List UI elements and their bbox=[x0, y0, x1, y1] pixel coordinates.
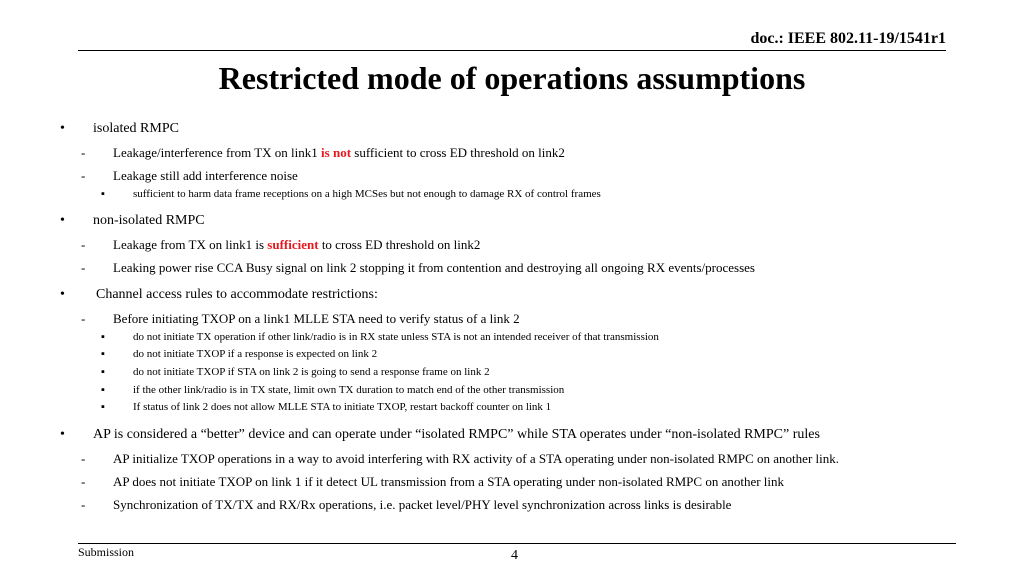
square-marker: ▪ bbox=[101, 401, 105, 413]
channel-access-item-1: Before initiating TXOP on a link1 MLLE STA need to verify status of a link 2 bbox=[113, 311, 520, 326]
ap-item: AP initialize TXOP operations in a way to avoid interfering with RX activity of a STA operating under non-isolated RMPC on another link. bbox=[113, 451, 839, 466]
channel-access-heading: Channel access rules to accommodate restrictions: bbox=[96, 287, 378, 302]
isolated-item-1-before: Leakage/interference from TX on link1 bbox=[113, 145, 322, 160]
slide-title: Restricted mode of operations assumptions bbox=[218, 60, 806, 96]
dash-marker: - bbox=[81, 145, 86, 160]
bullet-marker: • bbox=[60, 287, 65, 302]
dash-marker: - bbox=[81, 497, 86, 512]
non-isolated-item-1 bbox=[113, 237, 480, 253]
channel-access-subitem: do not initiate TXOP if a response is expected on link 2 bbox=[133, 348, 378, 360]
square-marker: ▪ bbox=[101, 366, 105, 378]
isolated-item-2-sub: sufficient to harm data frame receptions on a high MCSes but not enough to damage RX of control frames bbox=[133, 188, 601, 200]
bullet-marker: • bbox=[60, 213, 65, 228]
isolated-item-1-emphasis: is not bbox=[321, 145, 352, 160]
bullet-marker: • bbox=[60, 427, 65, 442]
ap-heading: AP is considered a “better” device and can operate under “isolated RMPC” while STA operates under “non-isolated RMPC” rules bbox=[93, 427, 820, 442]
channel-access-subitem: do not initiate TX operation if other link/radio is in RX state unless STA is not an intended receiver of that transmission bbox=[133, 331, 659, 343]
dash-marker: - bbox=[81, 237, 86, 252]
ap-item: Synchronization of TX/TX and RX/Rx operations, i.e. packet level/PHY level synchronization across links is desirable bbox=[113, 497, 732, 512]
footer-submission: Submission bbox=[78, 545, 135, 559]
non-isolated-item-1-emphasis: sufficient bbox=[267, 237, 319, 252]
non-isolated-item-2: Leaking power rise CCA Busy signal on link 2 stopping it from contention and destroying all ongoing RX events/processes bbox=[113, 260, 755, 275]
square-marker: ▪ bbox=[101, 384, 105, 396]
non-isolated-heading: non-isolated RMPC bbox=[93, 213, 205, 228]
page-number: 4 bbox=[511, 548, 518, 563]
ap-item: AP does not initiate TXOP on link 1 if it detect UL transmission from a STA operating under non-isolated RMPC on another link bbox=[113, 474, 785, 489]
isolated-item-1 bbox=[113, 145, 565, 161]
square-marker: ▪ bbox=[101, 188, 105, 200]
isolated-heading: isolated RMPC bbox=[93, 121, 179, 136]
header-divider bbox=[78, 50, 946, 51]
square-marker: ▪ bbox=[101, 348, 105, 360]
dash-marker: - bbox=[81, 260, 86, 275]
dash-marker: - bbox=[81, 474, 86, 489]
dash-marker: - bbox=[81, 311, 86, 326]
non-isolated-item-1-before: Leakage from TX on link1 is bbox=[113, 237, 268, 252]
isolated-item-2: Leakage still add interference noise bbox=[113, 168, 298, 183]
square-marker: ▪ bbox=[101, 331, 105, 343]
footer-divider bbox=[78, 543, 956, 544]
channel-access-subitem: If status of link 2 does not allow MLLE STA to initiate TXOP, restart backoff counter on link 1 bbox=[133, 401, 552, 413]
non-isolated-item-1-after: to cross ED threshold on link2 bbox=[318, 237, 481, 252]
dash-marker: - bbox=[81, 451, 86, 466]
doc-id: doc.: IEEE 802.11-19/1541r1 bbox=[750, 30, 946, 47]
isolated-item-1-after: sufficient to cross ED threshold on link2 bbox=[351, 145, 565, 160]
channel-access-subitem: if the other link/radio is in TX state, limit own TX duration to match end of the other transmission bbox=[133, 384, 565, 396]
channel-access-subitem: do not initiate TXOP if STA on link 2 is going to send a response frame on link 2 bbox=[133, 366, 490, 378]
bullet-marker: • bbox=[60, 121, 65, 136]
dash-marker: - bbox=[81, 168, 86, 183]
